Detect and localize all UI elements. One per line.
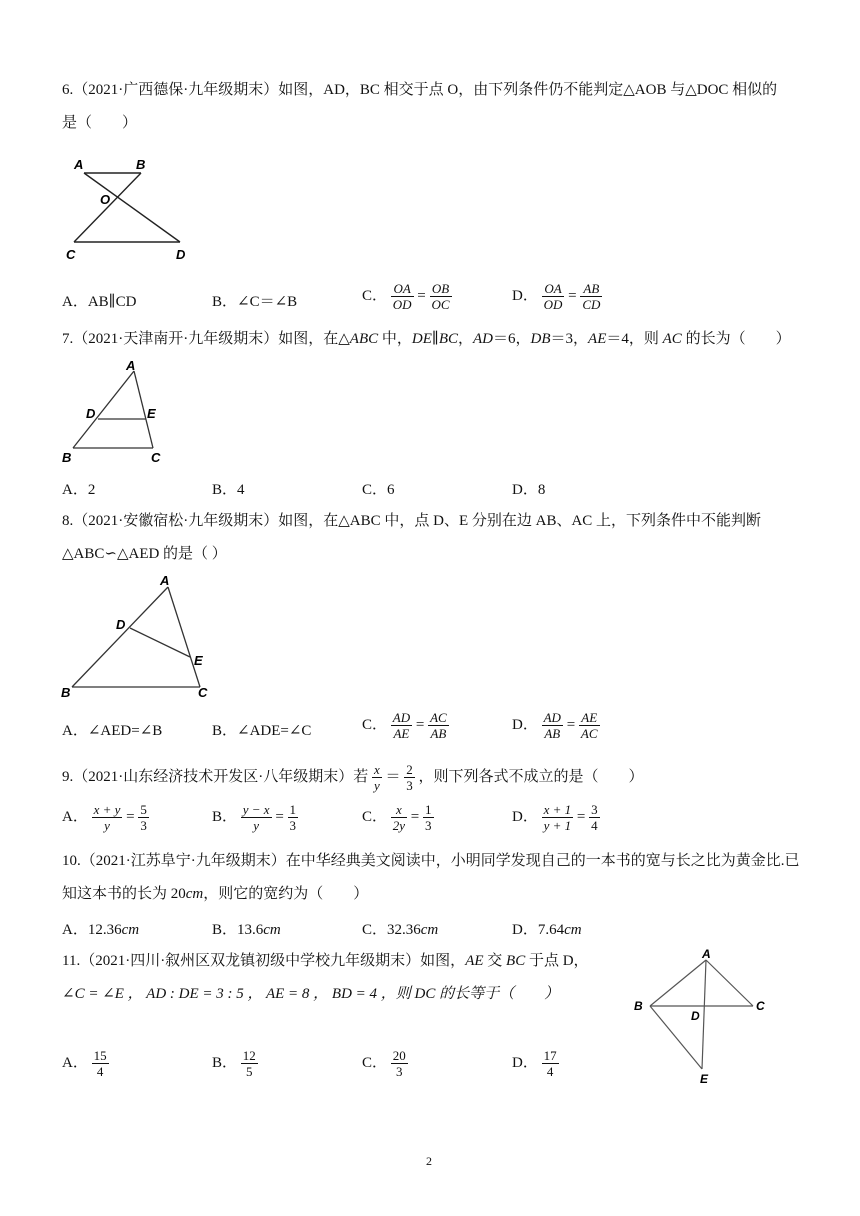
q9-option-c: C． $\frac{x}{2y}$ = $\frac{1}{3}$ bbox=[362, 802, 432, 833]
q8-label-a: A bbox=[160, 573, 170, 588]
q9-option-d: D． $\frac{x + 1}{y + 1}$ = $\frac{3}{4}$ bbox=[512, 802, 598, 833]
q6-option-d: D． $\frac{OA}{OD}$ = $\frac{AB}{CD}$ bbox=[512, 281, 601, 312]
q11-label-d: D bbox=[691, 1009, 700, 1023]
q7-option-d: D．8 bbox=[512, 482, 546, 498]
q10-stem-line1: 10.（2021·江苏阜宁·九年级期末）在中华经典美文阅读中，小明同学发现自己的一本书的宽与长之比为黄金比.已 bbox=[62, 853, 800, 869]
q11-label-c: C bbox=[756, 999, 765, 1013]
q10-stem-line2: 知这本书的长为 20cm，则它的宽约为（ ） bbox=[62, 886, 369, 902]
q10-option-b: B．13.6cm bbox=[212, 922, 281, 938]
q10-option-a: A．12.36cm bbox=[62, 922, 140, 938]
q11-option-d: D． $\frac{17}{4}$ bbox=[512, 1048, 557, 1079]
q6-label-o: O bbox=[100, 192, 111, 207]
q6-stem-line2: 是（ ） bbox=[62, 115, 138, 131]
q7-label-c: C bbox=[151, 450, 161, 465]
q6-label-d: D bbox=[176, 247, 186, 262]
q9-stem: 9.（2021·山东经济技术开发区·八年级期末）若 $\frac{x}{y}$ ＝ $\frac{2}{3}$ ，则下列各式不成立的是（ ） bbox=[62, 762, 644, 793]
q11-stem-line2: ∠C = ∠E ， AD : DE = 3 : 5 ， AE = 8 ， BD = 4 ，则 DC 的长等于（ ） bbox=[62, 986, 560, 1002]
q7-option-b: B．4 bbox=[212, 482, 245, 498]
q8-option-a: A．∠AED=∠B bbox=[62, 723, 163, 739]
q7-option-a: A．2 bbox=[62, 482, 96, 498]
q11-option-b: B． $\frac{12}{5}$ bbox=[212, 1048, 256, 1079]
q9-option-a: A． $\frac{x + y}{y}$ = $\frac{5}{3}$ bbox=[62, 802, 147, 833]
q11-option-a: A． $\frac{15}{4}$ bbox=[62, 1048, 107, 1079]
q6-option-b: B．∠C＝∠B bbox=[212, 294, 298, 310]
q7-stem: 7.（2021·天津南开·九年级期末）如图，在△ABC 中，DE∥BC，AD＝6，DB＝3，AE＝4，则 AC 的长为（ ） bbox=[62, 331, 791, 347]
q7-label-e: E bbox=[147, 406, 156, 421]
page-number: 2 bbox=[426, 1154, 432, 1168]
q6-option-a: A．AB∥CD bbox=[62, 294, 137, 310]
q11-figure bbox=[628, 945, 778, 1087]
q8-label-b: B bbox=[61, 685, 71, 700]
q8-option-d: D． $\frac{AD}{AB}$ = $\frac{AE}{AC}$ bbox=[512, 710, 598, 741]
q11-label-b: B bbox=[634, 999, 643, 1013]
q6-figure bbox=[60, 152, 200, 264]
q8-figure bbox=[58, 573, 218, 703]
q6-stem-line1: 6.（2021·广西德保·九年级期末）如图，AD，BC 相交于点 O，由下列条件仍不能判定△AOB 与△DOC 相似的 bbox=[62, 82, 778, 98]
q9-option-b: B． $\frac{y - x}{y}$ = $\frac{1}{3}$ bbox=[212, 802, 297, 833]
q7-option-c: C．6 bbox=[362, 482, 395, 498]
q10-option-d: D．7.64cm bbox=[512, 922, 582, 938]
q11-label-e: E bbox=[700, 1072, 709, 1086]
q8-stem-line1: 8.（2021·安徽宿松·九年级期末）如图，在△ABC 中，点 D、E 分别在边 AB、AC 上，下列条件中不能判断 bbox=[62, 513, 762, 529]
q8-option-c: C． $\frac{AD}{AE}$ = $\frac{AC}{AB}$ bbox=[362, 710, 447, 741]
q8-option-b: B．∠ADE=∠C bbox=[212, 723, 312, 739]
q10-option-c: C．32.36cm bbox=[362, 922, 439, 938]
q8-label-e: E bbox=[194, 653, 203, 668]
q6-label-c: C bbox=[66, 247, 76, 262]
q7-label-a: A bbox=[126, 358, 136, 373]
q7-figure bbox=[58, 356, 178, 468]
q11-option-c: C． $\frac{20}{3}$ bbox=[362, 1048, 406, 1079]
q8-label-c: C bbox=[198, 685, 208, 700]
q11-stem-line1: 11.（2021·四川·叙州区双龙镇初级中学校九年级期末）如图，AE 交 BC 于点 D， bbox=[62, 953, 589, 969]
q7-label-d: D bbox=[86, 406, 96, 421]
q11-label-a: A bbox=[702, 947, 711, 961]
q7-label-b: B bbox=[62, 450, 72, 465]
q8-stem-line2: △ABC∽△AED 的是（ ） bbox=[62, 546, 227, 562]
q6-option-c: C． $\frac{OA}{OD}$ = $\frac{OB}{OC}$ bbox=[362, 281, 450, 312]
q6-label-b: B bbox=[136, 157, 146, 172]
q6-label-a: A bbox=[74, 157, 84, 172]
q8-label-d: D bbox=[116, 617, 126, 632]
